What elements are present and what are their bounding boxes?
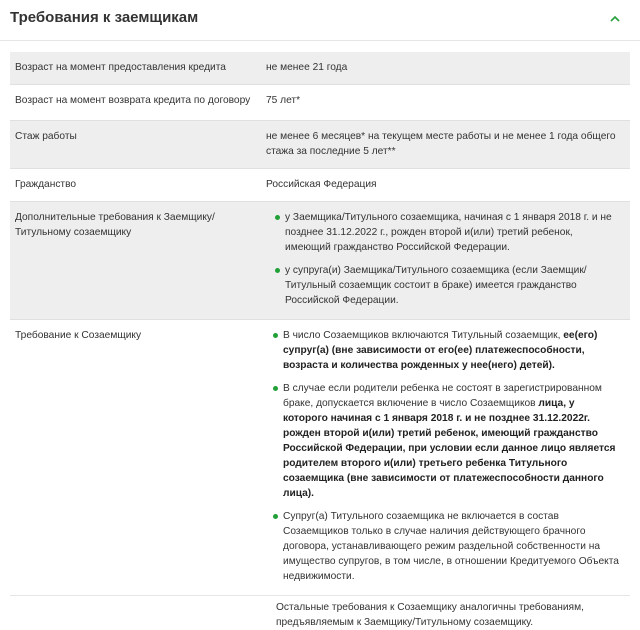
list-item: у Заемщика/Титульного созаемщика, начиная с 1 января 2018 г. и не позднее 31.12.2022 г., рожден второй и(или) третий ребенок, имеющий гражданство Российской Федерации.: [274, 210, 620, 255]
row-value: [272, 328, 622, 630]
item-bold-text: ее(его) супруг(а) (вне зависимости от его(ее) платежеспособности, возраста и количества рожденных у нее(него) детей).: [283, 330, 598, 371]
coborrower-note: Остальные требования к Созаемщику аналогичны требованиям, предъявляемым к Заемщику/Титульному созаемщику.: [276, 602, 584, 628]
row-label: Дополнительные требования к Заемщику/ Титульному созаемщику: [15, 212, 215, 238]
item-text: В случае если родители ребенка не состоят в зарегистрированном браке, допускается включение в число Созаемщиков: [283, 383, 602, 409]
row-value: 75 лет*: [266, 95, 301, 106]
list-item: у супруга(и) Заемщика/Титульного созаемщика (если Заемщик/ Титульный созаемщик состоит в браке) имеется гражданство Российской Федерации.: [274, 263, 620, 308]
section-title: Требования к заемщикам: [10, 9, 199, 26]
row-value: Российская Федерация: [266, 179, 377, 190]
section-header[interactable]: [0, 0, 640, 41]
bullet-list: [274, 210, 620, 308]
requirements-table: [10, 52, 630, 628]
table-row: [10, 52, 630, 85]
list-item: [272, 381, 622, 501]
table-row: [10, 320, 630, 628]
table-row: [10, 121, 630, 169]
list-item: [272, 328, 622, 373]
row-label: Возраст на момент предоставления кредита: [15, 62, 226, 73]
chevron-up-icon[interactable]: [608, 12, 622, 26]
table-row: [10, 202, 630, 320]
row-label: Требование к Созаемщику: [15, 330, 142, 341]
row-value: [274, 210, 620, 316]
bullet-list: [272, 328, 622, 584]
table-row: [10, 169, 630, 202]
table-row: [10, 85, 630, 121]
row-label: Возраст на момент возврата кредита по договору: [15, 95, 251, 106]
row-value: не менее 6 месяцев* на текущем месте работы и не менее 1 года общего стажа за последние 5 лет**: [266, 131, 616, 157]
row-value: не менее 21 года: [266, 62, 348, 73]
row-label: Гражданство: [15, 179, 77, 190]
row-label: Стаж работы: [15, 131, 77, 142]
item-bold-text: лица, у которого начиная с 1 января 2018 г. и не позднее 31.12.2022г. рожден второй и(или) третий ребенок, имеющий гражданство Российской Федерации, при условии если данное лицо является родителем второго и(или) третьего ребенка Титульного созаемщика (вне зависимости от платежеспособности данного лица).: [283, 398, 616, 499]
list-item: Супруг(а) Титульного созаемщика не включается в состав Созаемщиков только в случае наличия действующего брачного договора, устанавливающего режим раздельной собственности на имущество супругов, в том числе, в отношении Кредитуемого Объекта недвижимости.: [272, 509, 622, 584]
item-text: В число Созаемщиков включаются Титульный созаемщик,: [283, 330, 564, 341]
